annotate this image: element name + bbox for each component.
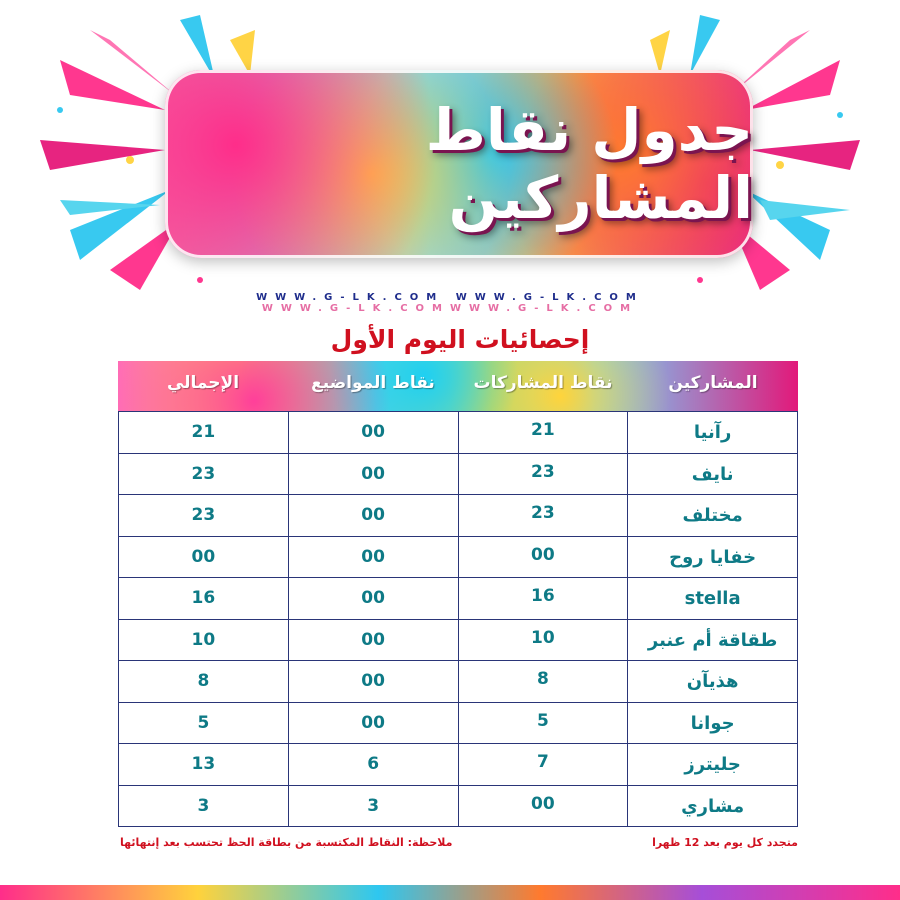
topic-points: 00	[289, 703, 459, 745]
total-points: 3	[119, 786, 289, 828]
day-stats-subtitle: إحصائيات اليوم الأول	[330, 325, 590, 354]
participant-name: مختلف	[628, 495, 798, 537]
table-row	[119, 454, 798, 496]
table-row	[119, 412, 798, 454]
participant-name: خفايا روح	[628, 537, 798, 579]
participant-name: جوانا	[628, 703, 798, 745]
post-points: 21	[459, 412, 629, 454]
table-row	[119, 786, 798, 828]
topic-points: 00	[289, 661, 459, 703]
topic-points: 6	[289, 744, 459, 786]
table-row	[119, 744, 798, 786]
total-points: 23	[119, 454, 289, 496]
total-points: 21	[119, 412, 289, 454]
participant-name: جليترز	[628, 744, 798, 786]
topic-points: 00	[289, 454, 459, 496]
bottom-color-bar	[0, 885, 900, 900]
header-participants: المشاركين	[668, 373, 758, 393]
post-points: 23	[459, 495, 629, 537]
header-topic-points: نقاط المواضيع	[311, 373, 435, 393]
table-row	[119, 495, 798, 537]
topic-points: 00	[289, 620, 459, 662]
total-points: 16	[119, 578, 289, 620]
table-row	[119, 578, 798, 620]
participant-name: هذيآن	[628, 661, 798, 703]
points-table	[118, 361, 798, 827]
post-points: 7	[459, 744, 629, 786]
footer-note-luck-card: ملاحظة: النقاط المكتسبة من بطاقة الحظ تحتسب بعد إنتهائها	[120, 836, 453, 849]
participant-name: نايف	[628, 454, 798, 496]
topic-points: 00	[289, 578, 459, 620]
total-points: 13	[119, 744, 289, 786]
total-points: 8	[119, 661, 289, 703]
post-points: 00	[459, 537, 629, 579]
topic-points: 00	[289, 495, 459, 537]
post-points: 00	[459, 786, 629, 828]
footer-note-renewal: متجدد كل يوم بعد 12 ظهرا	[652, 836, 798, 849]
header-total: الإجمالي	[166, 373, 240, 393]
table-row	[119, 620, 798, 662]
participant-name: stella	[628, 578, 798, 620]
table-body	[118, 411, 798, 827]
total-points: 00	[119, 537, 289, 579]
page-title: جدول نقاط المشاركين	[425, 96, 753, 232]
total-points: 5	[119, 703, 289, 745]
topic-points: 00	[289, 412, 459, 454]
watermark-line-1: WWW.G-LK.COM WWW.G-LK.COM	[256, 292, 644, 303]
topic-points: 00	[289, 537, 459, 579]
post-points: 5	[459, 703, 629, 745]
title-banner	[165, 70, 753, 258]
topic-points: 3	[289, 786, 459, 828]
participant-name: رآنيا	[628, 412, 798, 454]
table-row	[119, 703, 798, 745]
participant-name: مشاري	[628, 786, 798, 828]
table-row	[119, 537, 798, 579]
total-points: 23	[119, 495, 289, 537]
watermark-line-2: WWW.G-LK.COMWWW.G-LK.COM	[261, 303, 639, 314]
participant-name: طقاقة أم عنبر	[628, 620, 798, 662]
post-points: 8	[459, 661, 629, 703]
header-post-points: نقاط المشاركات	[473, 373, 613, 393]
table-row	[119, 661, 798, 703]
table-header	[118, 361, 798, 411]
post-points: 16	[459, 578, 629, 620]
post-points: 23	[459, 454, 629, 496]
total-points: 10	[119, 620, 289, 662]
post-points: 10	[459, 620, 629, 662]
